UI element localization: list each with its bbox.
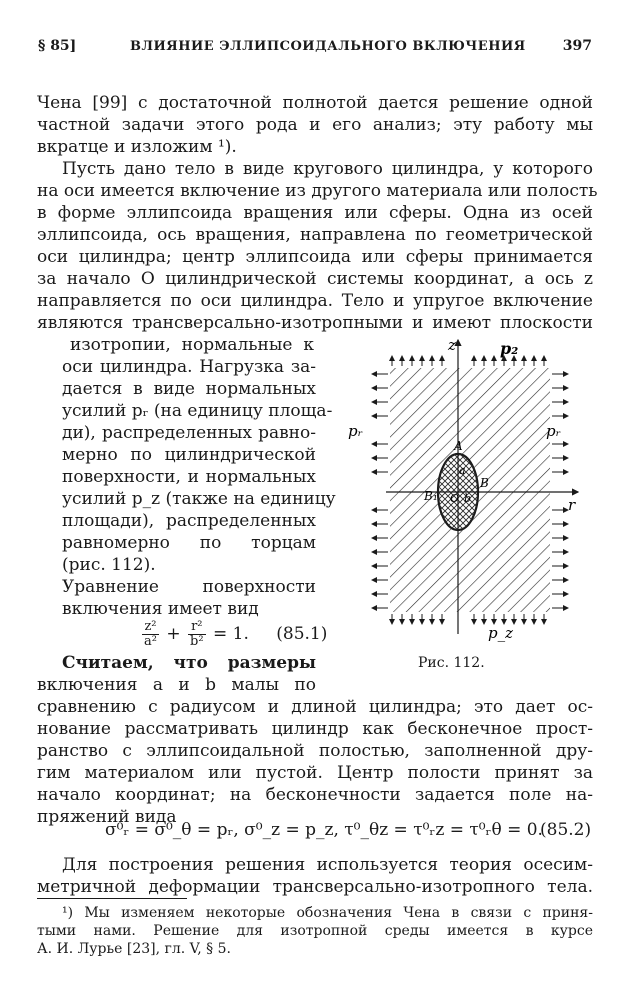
footnote-line: ¹) Мы изменяем некоторые обозначения Чена в связи с приня- — [62, 905, 593, 921]
text-line: гим материалом или пустой. Центр полости принят за — [37, 763, 593, 783]
footnote-rule — [37, 898, 187, 899]
text-line: являются трансверсально-изотропными и имеют плоскости — [37, 313, 593, 333]
origin-label: O — [450, 492, 460, 505]
text-line: усилий pᵣ (на единицу площа- — [62, 401, 333, 421]
text-line: Для построения решения используется теория осесим- — [62, 855, 593, 875]
text-line: сравнению с радиусом и длиной цилиндра; это дает ос- — [37, 697, 593, 717]
text-line: мерно по цилиндрической — [62, 445, 316, 465]
pz-bottom-arrows — [392, 614, 544, 624]
text-line: включения a и b малы по — [37, 675, 316, 695]
r-axis-label: r — [568, 496, 576, 514]
text-line: включения имеет вид — [62, 599, 259, 619]
equation-label: (85.1) — [276, 624, 328, 644]
pr-right-arrows — [552, 374, 568, 608]
eq-den-1: a² — [144, 634, 157, 649]
footnote-line: тыми нами. Решение для изотропной среды имеется в курсе — [37, 923, 593, 939]
text-line: усилий p_z (также на единицу — [62, 489, 336, 509]
z-axis-label: z — [448, 336, 456, 354]
equation-label: (85.2) — [540, 820, 592, 840]
pr-left-label: pᵣ — [348, 422, 363, 440]
section-reference: § 85] — [38, 38, 77, 54]
running-header — [38, 38, 592, 58]
pr-left-arrows — [372, 374, 388, 608]
text-line: изотропии, нормальные к — [70, 335, 314, 355]
point-b-label: B — [480, 476, 489, 490]
text-line: начало координат; на бесконечности задается поле на- — [37, 785, 593, 805]
pz-bottom-label: p_z — [488, 624, 514, 642]
pz-top-arrows — [392, 356, 544, 366]
footnote-line: А. И. Лурье [23], гл. V, § 5. — [37, 941, 231, 957]
eq-num-1: z² — [142, 620, 159, 635]
text-line: дается в виде нормальных — [62, 379, 316, 399]
text-line: метричной деформации трансверсально-изотропного тела. — [37, 877, 593, 897]
figure-svg — [340, 334, 600, 654]
text-line: нование рассматривать цилиндр как бесконечное прост- — [37, 719, 593, 739]
text-line: (рис. 112). — [62, 555, 156, 575]
text-line: Чена [99] с достаточной полнотой дается решение одной — [37, 93, 593, 113]
text-line: вкратце и изложим ¹). — [37, 137, 237, 157]
text-line: частной задачи этого рода и его анализ; эту работу мы — [37, 115, 593, 135]
semi-axis-b-label: b — [464, 492, 472, 505]
eq-rhs: = 1. — [212, 624, 249, 644]
equation-body: σ⁰ᵣ = σ⁰_θ = pᵣ, σ⁰_z = p_z, τ⁰_θz = τ⁰ᵣz = τ⁰ᵣθ = 0. — [105, 820, 543, 840]
point-a-label: A — [454, 439, 463, 453]
text-line: за начало O цилиндрической системы координат, а ось z — [37, 269, 593, 289]
text-line: направляется по оси цилиндра. Тело и упругое включение — [37, 291, 593, 311]
text-line: оси цилиндра. Нагрузка за- — [62, 357, 316, 377]
text-line: Пусть дано тело в виде кругового цилиндра, у которого — [62, 159, 593, 179]
point-b1-label: B₁ — [424, 489, 438, 503]
semi-axis-a-label: a — [459, 464, 466, 477]
running-title: ВЛИЯНИЕ ЭЛЛИПСОИДАЛЬНОГО ВКЛЮЧЕНИЯ — [130, 39, 526, 54]
equation-85-2 — [105, 820, 543, 840]
text-line: эллипсоида, ось вращения, направлена по геометрической — [37, 225, 593, 245]
figure-112 — [340, 334, 600, 654]
text-line: Считаем, что размеры — [62, 653, 316, 673]
equation-85-1 — [140, 620, 327, 649]
text-line: ди), распределенных равно- — [62, 423, 316, 443]
text-line: ранство с эллипсоидальной полостью, заполненной дру- — [37, 741, 593, 761]
text-line: Уравнение поверхности — [62, 577, 316, 597]
page-number: 397 — [562, 38, 592, 54]
eq-plus: + — [166, 624, 181, 644]
text-line: площади), распределенных — [62, 511, 316, 531]
pz-top-label: p₂ — [500, 339, 519, 358]
text-line: поверхности, и нормальных — [62, 467, 316, 487]
text-line: пряжений вида — [37, 807, 177, 827]
figure-caption: Рис. 112. — [418, 655, 485, 671]
text-line: равномерно по торцам — [62, 533, 316, 553]
eq-den-2: b² — [190, 634, 204, 649]
text-line: оси цилиндра; центр эллипсоида или сферы принимается — [37, 247, 593, 267]
text-line: в форме эллипсоида вращения или сферы. Одна из осей — [37, 203, 593, 223]
pr-right-label: pᵣ — [546, 422, 561, 440]
text-line: на оси имеется включение из другого материала или полость — [37, 181, 598, 201]
eq-num-2: r² — [188, 620, 206, 635]
